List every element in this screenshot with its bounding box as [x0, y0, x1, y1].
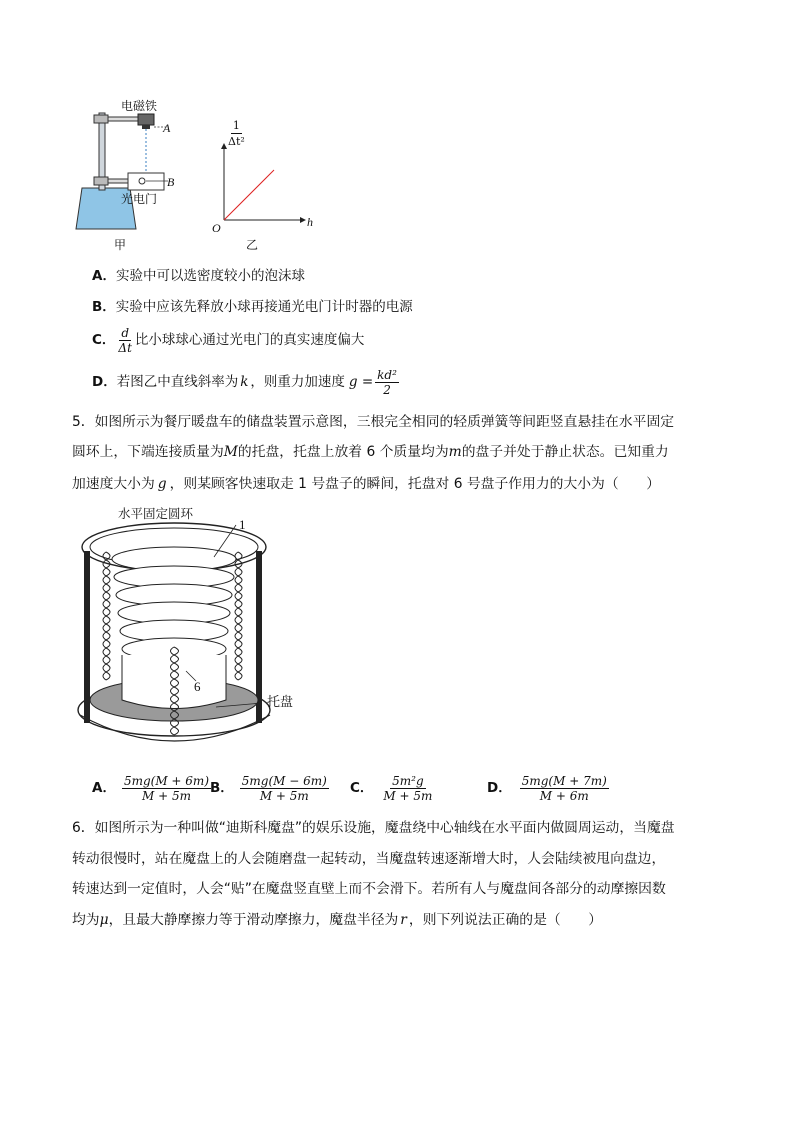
q5-line-2: 圆环上，下端连接质量为M的托盘，托盘上放着 6 个质量均为m的盘子并处于静止状态。已知重力 — [72, 444, 669, 460]
label-plate-6: 6 — [194, 679, 201, 694]
q4-option-b: B．实验中应该先释放小球再接通光电门计时器的电源 — [92, 299, 413, 315]
figure-yi-graph — [215, 140, 315, 230]
q5-line-3: 加速度大小为 g ，则某顾客快速取走 1 号盘子的瞬间，托盘对 6 号盘子作用力的大小为（ ） — [72, 476, 661, 492]
label-plate-1: 1 — [239, 517, 246, 532]
origin-label: O — [212, 221, 221, 235]
figure-jia — [68, 96, 198, 256]
caption-jia: 甲 — [114, 238, 127, 252]
label-electromagnet: 电磁铁 — [121, 99, 158, 113]
q6-line-1: 6．如图所示为一种叫做“迪斯科魔盘”的娱乐设施，魔盘绕中心轴线在水平面内做圆周运动，当魔盘 — [72, 820, 675, 836]
caption-yi: 乙 — [246, 238, 259, 252]
figure-plate-warmer — [76, 505, 286, 770]
q6-line-3: 转速达到一定值时，人会“贴”在魔盘竖直壁上而不会滑下。若所有人与魔盘间各部分的动摩擦因数 — [72, 881, 666, 897]
data-line — [224, 170, 274, 220]
label-tray: 托盘 — [267, 695, 294, 710]
q6-line-2: 转动很慢时，站在魔盘上的人会随磨盘一起转动，当魔盘转速逐渐增大时，人会陆续被甩向盘边， — [72, 851, 666, 867]
x-axis-label: h — [307, 215, 313, 229]
q4-option-c: C． $\frac{d}{\Delta t}$ 比小球球心通过光电门的真实速度偏大 — [92, 326, 365, 355]
q5-line-1: 5．如图所示为餐厅暖盘车的储盘装置示意图，三根完全相同的轻质弹簧等间距竖直悬挂在水平固定 — [72, 414, 675, 430]
label-horizontal-ring: 水平固定圆环 — [118, 506, 194, 521]
q4-option-d: D． 若图乙中直线斜率为 k ，则重力加速度 g = $\frac{\text{kd²}}{2}$ — [92, 368, 397, 397]
q5-option-d: D． $\frac{5mg(M + 7m)}{M + 6m}$ — [487, 774, 607, 803]
q4-option-a: A．实验中可以选密度较小的泡沫球 — [92, 268, 305, 284]
q5-option-a: A． $\frac{5mg(M + 6m)}{M + 5m}$ — [92, 774, 209, 803]
label-b: B — [167, 175, 175, 189]
q6-line-4: 均为μ，且最大静摩擦力等于滑动摩擦力，魔盘半径为 r ，则下列说法正确的是（ ） — [72, 912, 603, 928]
q5-option-c: C． $\frac{\text{5m²g}}{M + 5m}$ — [350, 774, 433, 803]
q5-option-b: B． $\frac{5mg(M - 6m)}{M + 5m}$ — [210, 774, 327, 803]
y-axis-label: $\frac{1}{\text{Δt²}}$ — [228, 119, 245, 148]
label-photogate: 光电门 — [121, 192, 158, 206]
label-a: A — [163, 121, 171, 135]
